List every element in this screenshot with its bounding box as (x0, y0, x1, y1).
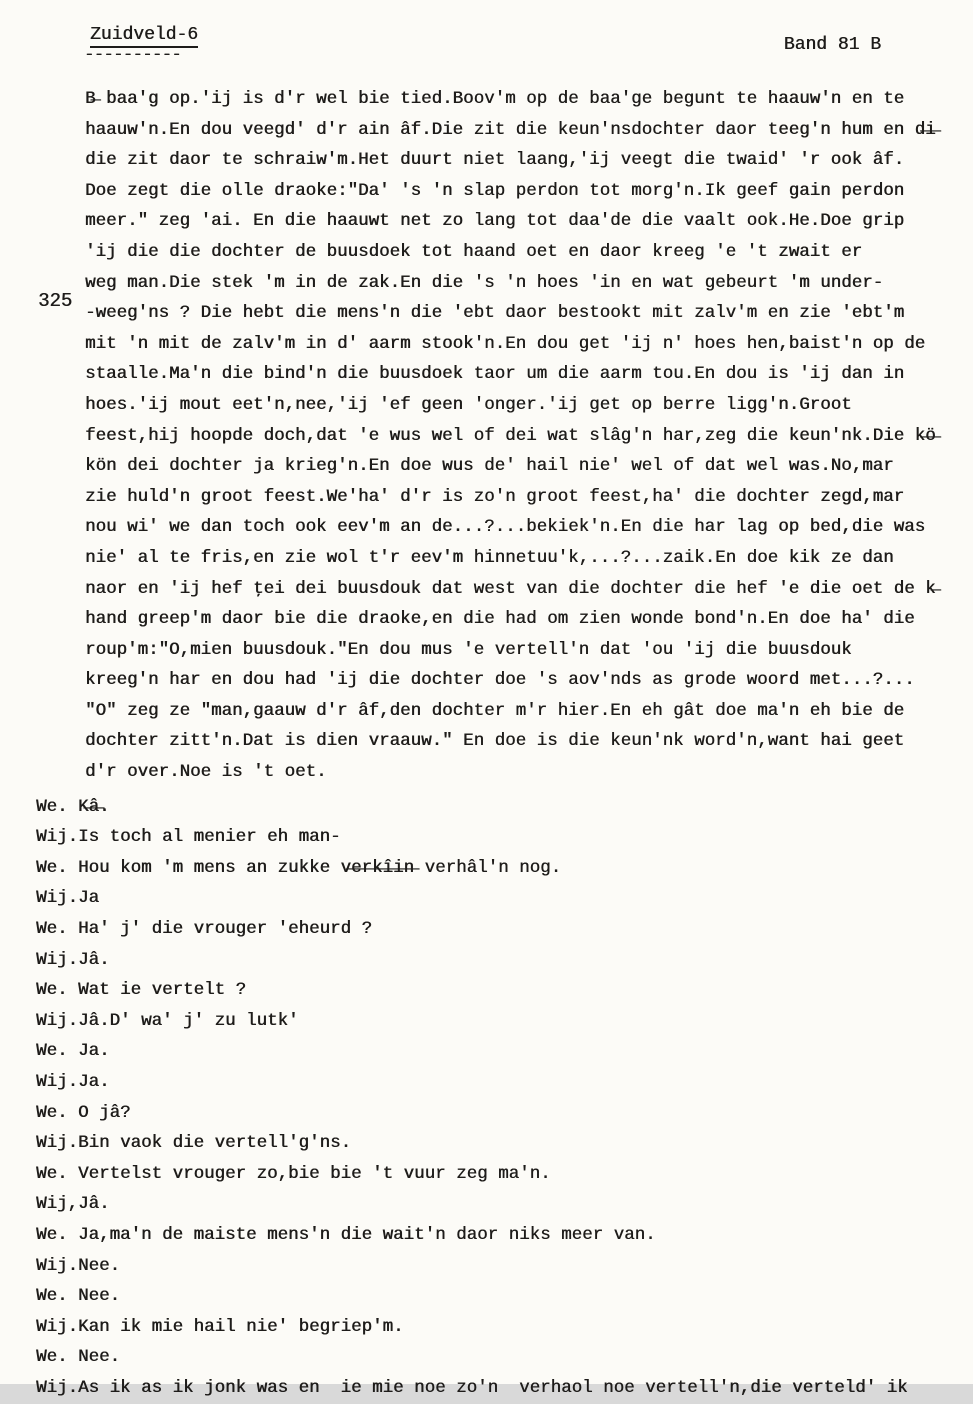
text-line: haauw'n.En dou veegd' d'r ain âf.Die zit die keun'nsdochter daor teeg'n hum en d̶i̶ (85, 119, 936, 140)
text-line: B̶ baa'g op.'ij is d'r wel bie tied.Boov'm op de baa'ge begunt te haauw'n en te (85, 89, 905, 109)
text-line: mit 'n mit de zalv'm in d' aarm stook'n.En dou get 'ij n' hoes hen,baist'n op de (85, 333, 926, 354)
text-line: Wij.Bin vaok die vertell'g'ns. (36, 1133, 352, 1154)
text-line: d'r over.Noe is 't oet. (85, 762, 327, 783)
dialogue-section (36, 792, 955, 1404)
text-line: hand greep'm daor bie die draoke,en die had om zien wonde bond'n.En doe ha' die (85, 609, 915, 630)
text-line: weg man.Die stek 'm in de zak.En die 's 'n hoes 'in en wat gebeurt 'm under- (85, 272, 884, 293)
text-line: naor en 'ij hef ţei dei buusdouk dat west van die dochter die hef 'e die oet de k̶ (85, 578, 936, 599)
text-line: Wij.Ja. (36, 1072, 110, 1092)
text-line: We. Nee. (36, 1347, 121, 1368)
page-number: 325 (38, 290, 73, 312)
text-line: We. Wat ie vertelt ? (36, 980, 247, 1001)
text-line: Wij.As ik as ik jonk was en ie mie noe zo'n verhaol noe vertell'n,die verteld' ik (36, 1377, 908, 1398)
text-line: We. Ha' j' die vrouger 'eheurd ? (36, 919, 373, 940)
text-line: "O" zeg ze "man,gaauw d'r âf,den dochter m'r hier.En eh gât doe ma'n eh bie de (85, 700, 905, 721)
text-line: 'ij die die dochter de buusdoek tot haand oet en daor kreeg 'e 't zwait er (85, 241, 863, 262)
text-line: We. O jâ? (36, 1102, 131, 1123)
text-line: Doe zegt die olle draoke:"Da' 's 'n slap perdon tot morg'n.Ik geef gain perdon (85, 180, 905, 201)
doc-title: Zuidveld-6 (90, 24, 198, 48)
text-line: We. Vertelst vrouger zo,bie bie 't vuur zeg ma'n. (36, 1163, 551, 1184)
text-line: Wij.Nee. (36, 1255, 121, 1276)
text-line: We. Ja,ma'n de maiste mens'n die wait'n daor niks meer van. (36, 1224, 656, 1245)
story-paragraph (85, 84, 955, 788)
text-line: Wij.Ja (36, 888, 100, 909)
title-underline: ---------- (84, 45, 182, 65)
text-line: We. Hou kom 'm mens an zukke v̶e̶r̶k̶î̶i̶n̶ verhâl'n nog. (36, 857, 562, 878)
text-line: feest,hij hoopde doch,dat 'e wus wel of dei wat slâg'n har,zeg die keun'nk.Die k̶ö̶ (85, 425, 936, 446)
text-line: We. K̶â̶. (36, 796, 110, 817)
text-line: hoes.'ij mout eet'n,nee,'ij 'ef geen 'onger.'ij get op berre ligg'n.Groot (85, 394, 852, 415)
text-line: staalle.Ma'n die bind'n die buusdoek taor um die aarm tou.En dou is 'ij dan in (85, 364, 905, 385)
text-line: Wij.Kan ik mie hail nie' begriep'm. (36, 1316, 404, 1337)
page-header (0, 0, 973, 74)
text-line: We. Nee. (36, 1286, 121, 1307)
text-line: -weeg'ns ? Die hebt die mens'n die 'ebt daor bestookt mit zalv'm en zie 'ebt'm (85, 303, 905, 324)
text-line: nie' al te fris,en zie wol t'r eev'm hinnetuu'k,...?...zaik.En doe kik ze dan (85, 547, 894, 568)
text-line: Wij,Jâ. (36, 1194, 110, 1215)
text-line: kreeg'n har en dou had 'ij die dochter doe 's aov'nds as grode woord met...?... (85, 670, 915, 691)
text-line: meer." zeg 'ai. En die haauwt net zo lang tot daa'de die vaalt ook.He.Doe grip (85, 211, 905, 232)
text-line: die zit daor te schraiw'm.Het duurt niet laang,'ij veegt die twaid' 'r ook âf. (85, 150, 905, 171)
text-line: Wij.Is toch al menier eh man- (36, 827, 341, 848)
text-line: Wij.Jâ.D' wa' j' zu lutk' (36, 1010, 299, 1031)
text-line: Wij.Jâ. (36, 949, 110, 970)
text-line: kön dei dochter ja krieg'n.En doe wus de' hail nie' wel of dat wel was.No,mar (85, 456, 894, 477)
band-label: Band 81 B (783, 35, 881, 55)
text-line: nou wi' we dan toch ook eev'm an de...?...bekiek'n.En die har lag op bed,die was (85, 517, 926, 538)
text-line: roup'm:"O,mien buusdouk."En dou mus 'e vertell'n dat 'ou 'ij die buusdouk (85, 639, 852, 660)
text-line: dochter zitt'n.Dat is dien vraauw." En doe is die keun'nk word'n,want hai geet (85, 731, 905, 752)
text-line: zie huld'n groot feest.We'ha' d'r is zo'n groot feest,ha' die dochter zegd,mar (85, 486, 905, 507)
text-line: We. Ja. (36, 1041, 110, 1062)
